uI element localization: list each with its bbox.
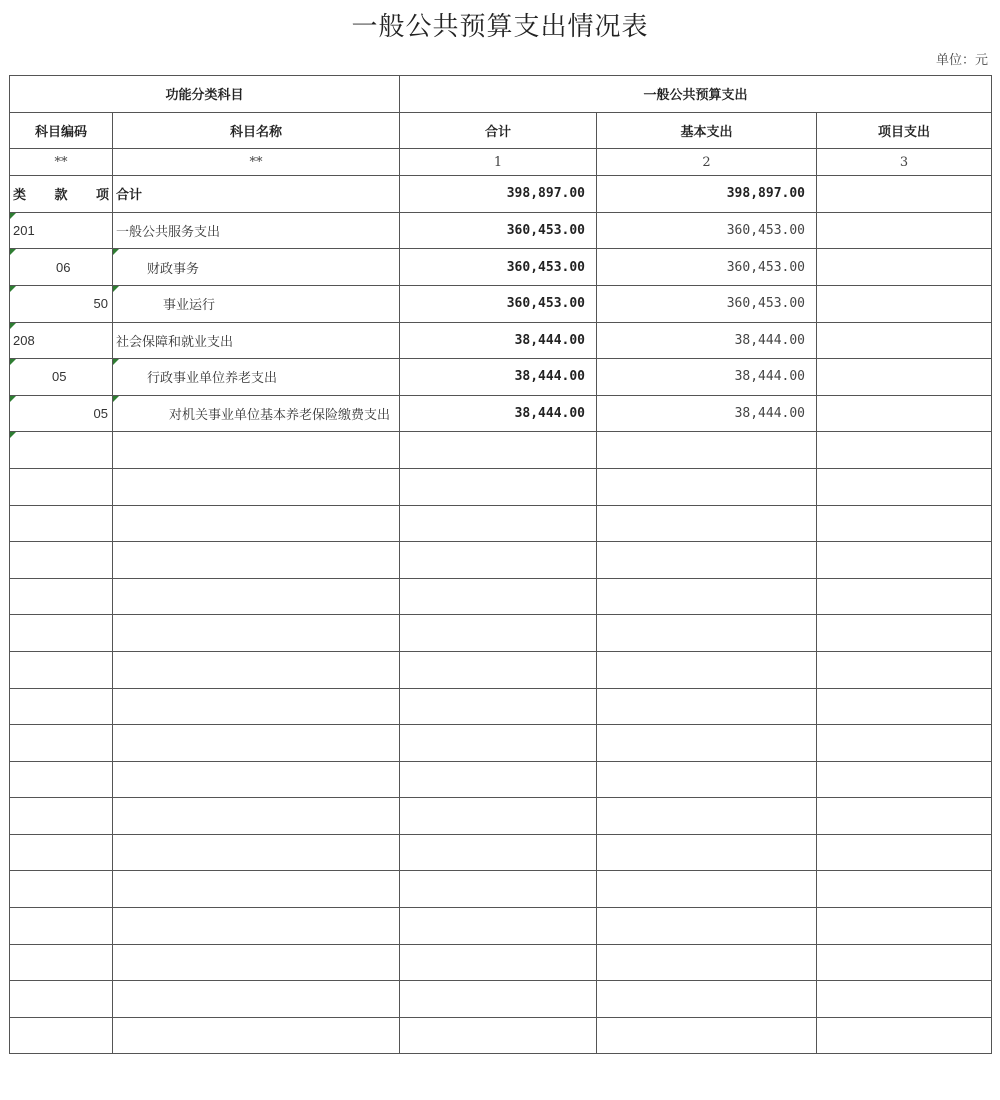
table-row: [10, 322, 992, 359]
empty-row: [10, 651, 992, 688]
empty-row: [10, 542, 992, 579]
total-project: [817, 176, 992, 213]
index-row: [10, 149, 992, 176]
table-row: [10, 212, 992, 249]
table-row: [10, 249, 992, 286]
header-code: 科目编码: [10, 112, 113, 149]
table-row: [10, 285, 992, 322]
total-code-cell: [10, 176, 113, 213]
row-project: [817, 395, 992, 432]
row-basic: 360,453.00: [597, 249, 817, 286]
header-func-class: 功能分类科目: [10, 76, 400, 113]
row-name: 事业运行: [113, 285, 400, 322]
row-name: 社会保障和就业支出: [113, 322, 400, 359]
row-total: 38,444.00: [400, 395, 597, 432]
row-code: 201: [10, 212, 113, 249]
row-project: [817, 322, 992, 359]
row-code: 208: [10, 322, 113, 359]
row-project: [817, 249, 992, 286]
empty-row: [10, 944, 992, 981]
empty-row: [10, 615, 992, 652]
index-project: 3: [817, 149, 992, 176]
row-total: 360,453.00: [400, 249, 597, 286]
empty-row: [10, 578, 992, 615]
empty-row: [10, 798, 992, 835]
empty-row: [10, 908, 992, 945]
empty-row: [10, 468, 992, 505]
total-basic: 398,897.00: [597, 176, 817, 213]
total-name: 合计: [113, 176, 400, 213]
row-basic: 360,453.00: [597, 212, 817, 249]
label-xiang: 项: [95, 188, 109, 204]
row-total: 360,453.00: [400, 212, 597, 249]
empty-row: [10, 871, 992, 908]
header-row-2: [10, 112, 992, 149]
total-row: [10, 176, 992, 213]
row-code: 50: [10, 285, 113, 322]
total-total: 398,897.00: [400, 176, 597, 213]
empty-row: [10, 505, 992, 542]
header-basic: 基本支出: [597, 112, 817, 149]
empty-row: [10, 688, 992, 725]
row-project: [817, 285, 992, 322]
empty-row: [10, 1017, 992, 1054]
row-name: 对机关事业单位基本养老保险缴费支出: [113, 395, 400, 432]
row-code: 06: [10, 249, 113, 286]
empty-row: [10, 761, 992, 798]
row-project: [817, 359, 992, 396]
empty-row: [10, 981, 992, 1018]
row-basic: 38,444.00: [597, 395, 817, 432]
header-row-1: [10, 76, 992, 113]
empty-row: [10, 432, 992, 469]
table-row: [10, 359, 992, 396]
row-total: 360,453.00: [400, 285, 597, 322]
budget-table: [9, 75, 992, 1054]
index-basic: 2: [597, 149, 817, 176]
header-total: 合计: [400, 112, 597, 149]
header-budget: 一般公共预算支出: [400, 76, 992, 113]
label-lei: 类: [13, 188, 27, 204]
row-code: 05: [10, 395, 113, 432]
table-row: [10, 395, 992, 432]
row-code: 05: [10, 359, 113, 396]
index-code: **: [10, 149, 113, 176]
header-name: 科目名称: [113, 112, 400, 149]
row-project: [817, 212, 992, 249]
index-name: **: [113, 149, 400, 176]
row-name: 财政事务: [113, 249, 400, 286]
index-total: 1: [400, 149, 597, 176]
row-basic: 38,444.00: [597, 322, 817, 359]
header-project: 项目支出: [817, 112, 992, 149]
unit-label: 单位：元: [935, 53, 988, 68]
row-name: 行政事业单位养老支出: [113, 359, 400, 396]
row-basic: 38,444.00: [597, 359, 817, 396]
row-total: 38,444.00: [400, 322, 597, 359]
page-title: 一般公共预算支出情况表: [351, 12, 649, 42]
empty-row: [10, 834, 992, 871]
row-name: 一般公共服务支出: [113, 212, 400, 249]
empty-row: [10, 725, 992, 762]
label-kuan: 款: [54, 188, 68, 204]
row-basic: 360,453.00: [597, 285, 817, 322]
row-total: 38,444.00: [400, 359, 597, 396]
